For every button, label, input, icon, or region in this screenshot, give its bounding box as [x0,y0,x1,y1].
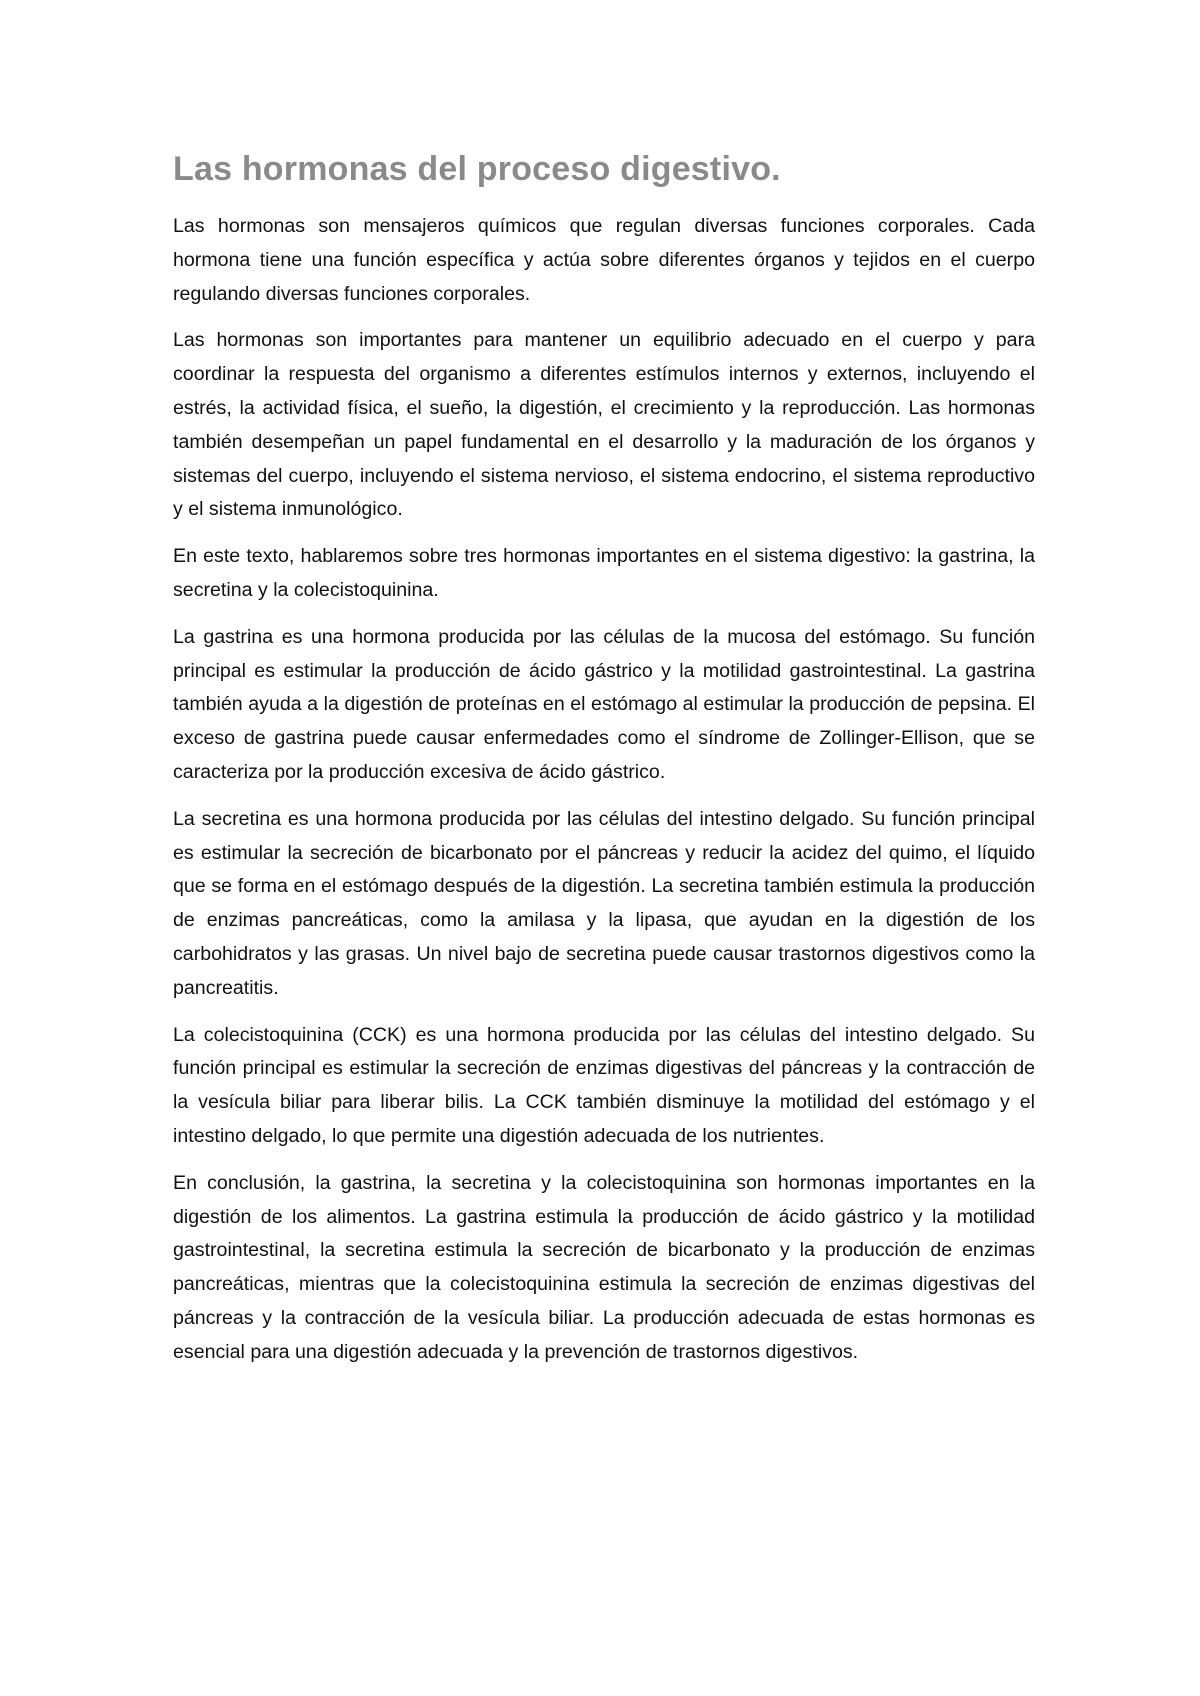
document-title: Las hormonas del proceso digestivo. [173,150,781,188]
paragraph-conclusion: En conclusión, la gastrina, la secretina y la colecistoquinina son hormonas importantes en la digestión de los alimentos. La gastrina estimula la producción de ácido gástrico y la motilidad gastrointestinal, la secretina estimula la secreción de bicarbonato y la producción de enzimas pancreáticas, mientras que la colecistoquinina estimula la secreción de enzimas digestivas del páncreas y la contracción de la vesícula biliar. La producción adecuada de estas hormonas es esencial para una digestión adecuada y la prevención de trastornos digestivos. [173,1171,1035,1363]
document-page [173,148,1035,1383]
paragraph-overview: En este texto, hablaremos sobre tres hormonas importantes en el sistema digestivo: la gastrina, la secretina y la colecistoquinina. [173,545,1035,601]
paragraph-colecistoquinina: La colecistoquinina (CCK) es una hormona producida por las células del intestino delgado. Su función principal es estimular la secreción de enzimas digestivas del páncreas y la contracción de la vesícula biliar para liberar bilis. La CCK también disminuye la motilidad del estómago y el intestino delgado, lo que permite una digestión adecuada de los nutrientes. [173,1023,1035,1147]
paragraph-importance: Las hormonas son importantes para mantener un equilibrio adecuado en el cuerpo y para coordinar la respuesta del organismo a diferentes estímulos internos y externos, incluyendo el estrés, la actividad física, el sueño, la digestión, el crecimiento y la reproducción. Las hormonas también desempeñan un papel fundamental en el desarrollo y la maduración de los órganos y sistemas del cuerpo, incluyendo el sistema nervioso, el sistema endocrino, el sistema reproductivo y el sistema inmunológico. [173,329,1035,521]
paragraph-intro: Las hormonas son mensajeros químicos que regulan diversas funciones corporales. Cada hormona tiene una función específica y actúa sobre diferentes órganos y tejidos en el cuerpo regulando diversas funciones corporales. [173,215,1035,305]
paragraph-secretina: La secretina es una hormona producida por las células del intestino delgado. Su función principal es estimular la secreción de bicarbonato por el páncreas y reducir la acidez del quimo, el líquido que se forma en el estómago después de la digestión. La secretina también estimula la producción de enzimas pancreáticas, como la amilasa y la lipasa, que ayudan en la digestión de los carbohidratos y las grasas. Un nivel bajo de secretina puede causar trastornos digestivos como la pancreatitis. [173,807,1035,999]
paragraph-gastrina: La gastrina es una hormona producida por las células de la mucosa del estómago. Su función principal es estimular la producción de ácido gástrico y la motilidad gastrointestinal. La gastrina también ayuda a la digestión de proteínas en el estómago al estimular la producción de pepsina. El exceso de gastrina puede causar enfermedades como el síndrome de Zollinger-Ellison, que se caracteriza por la producción excesiva de ácido gástrico. [173,625,1035,783]
